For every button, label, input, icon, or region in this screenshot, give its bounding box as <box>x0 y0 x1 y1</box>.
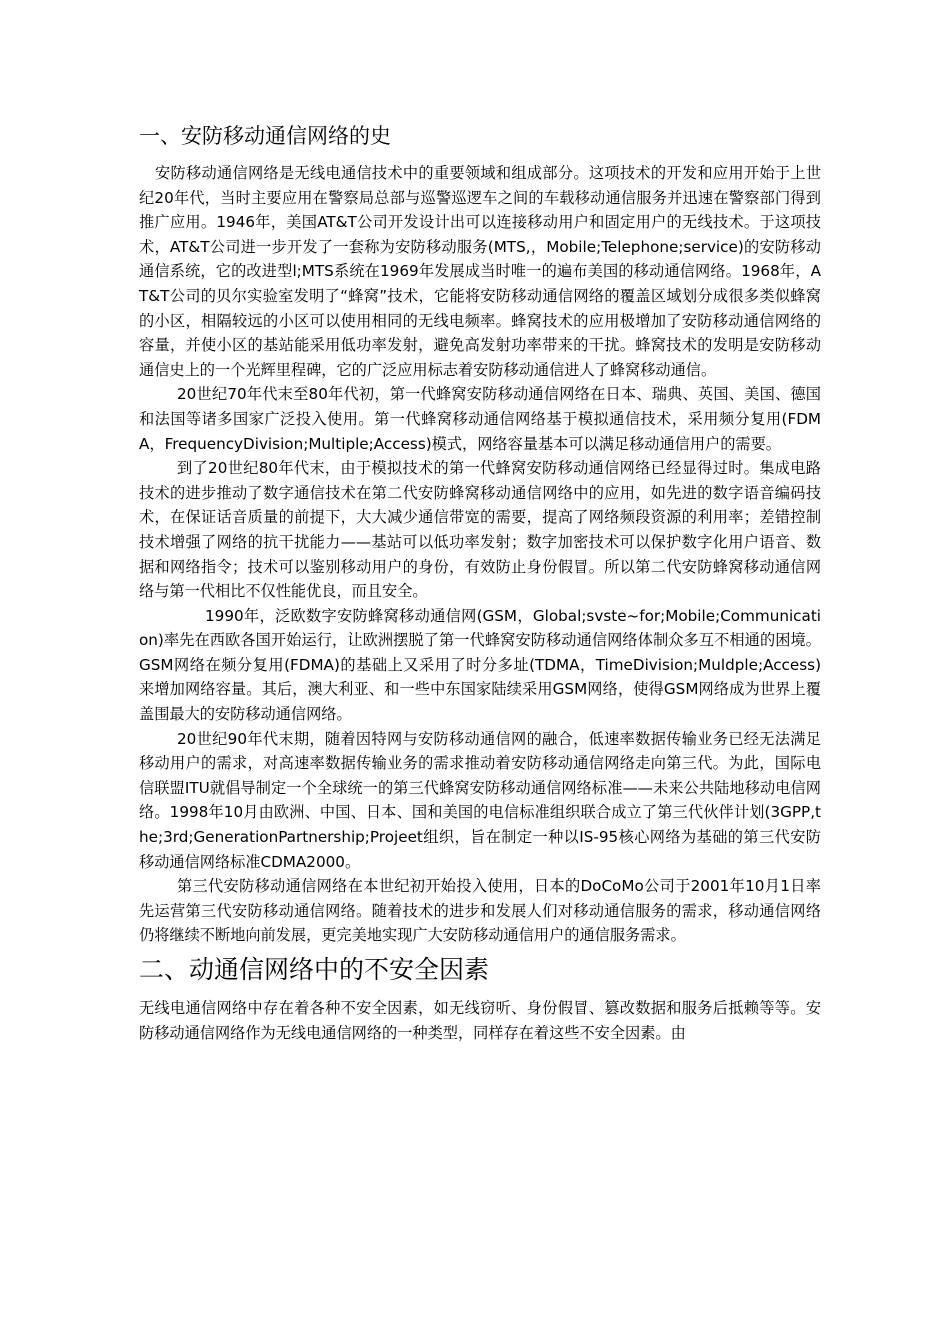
section-2-heading: 二、动通信网络中的不安全因素 <box>139 955 490 984</box>
section-1-paragraph-3: 到了20世纪80年代末，由于模拟技术的第一代蜂窝安防移动通信网络已经显得过时。集成电路技术的进步推动了数字通信技术在第二代安防蜂窝移动通信网络中的应用，如先进的数字语音编码技术，在保证话音质量的前提下，大大减少通信带宽的需要，提高了网络频段资源的利用率；差错控制技术增强了网络的抗干扰能力——基站可以低功率发射；数字加密技术可以保护数字化用户语音、数据和网络指令；技术可以鉴别移动用户的身份，有效防止身份假冒。所以第二代安防蜂窝移动通信网络与第一代相比不仅性能优良，而且安全。 <box>139 459 821 601</box>
section-1-paragraph-5: 20世纪90年代末期，随着因特网与安防移动通信网的融合，低速率数据传输业务已经无法满足移动用户的需求，对高速率数据传输业务的需求推动着安防移动通信网络走向第三代。为此，国际电信联盟ITU就倡导制定一个全球统一的第三代蜂窝安防移动通信网络标准——未来公共陆地移动电信网络。1998年10月由欧洲、中国、日本、国和美国的电信标准组织联合成立了第三代伙伴计划(3GPP,the;3rd;GenerationPartnership;Projeet组织，旨在制定一种以IS-95核心网络为基础的第三代安防移动通信网络标准CDMA2000。 <box>139 729 821 871</box>
document-body <box>139 121 821 1045</box>
section-1-paragraph-6: 第三代安防移动通信网络在本世纪初开始投入使用，日本的DoCoMo公司于2001年10月1日率先运营第三代安防移动通信网络。随着技术的进步和发展人们对移动通信服务的需求，移动通信网络仍将继续不断地向前发展，更完美地实现广大安防移动通信用户的通信服务需求。 <box>139 877 821 945</box>
section-1-paragraph-1: 安防移动通信网络是无线电通信技术中的重要领域和组成部分。这项技术的开发和应用开始于上世纪20年代，当时主要应用在警察局总部与巡警巡逻车之间的车载移动通信服务并迅速在警察部门得到推广应用。1946年，美国AT&T公司开发设计出可以连接移动用户和固定用户的无线技术。于这项技术，AT&T公司进一步开发了一套称为安防移动服务(MTS,，Mobile;Telephone;service)的安防移动通信系统，它的改进型l;MTS系统在1969年发展成当时唯一的遍布美国的移动通信网络。1968年，AT&T公司的贝尔实验室发明了“蜂窝”技术，它能将安防移动通信网络的覆盖区域划分成很多类似蜂窝的小区，相隔较远的小区可以使用相同的无线电频率。蜂窝技术的应用极增加了安防移动通信网络的容量，并使小区的基站能采用低功率发射，避免高发射功率带来的干扰。蜂窝技术的发明是安防移动通信史上的一个光辉里程碑，它的广泛应用标志着安防移动通信进人了蜂窝移动通信。 <box>139 164 821 379</box>
section-1-heading: 一、安防移动通信网络的史 <box>139 124 391 148</box>
section-1-paragraph-2: 20世纪70年代末至80年代初，第一代蜂窝安防移动通信网络在日本、瑞典、英国、美国、德国和法国等诸多国家广泛投入使用。第一代蜂窝移动通信网络基于模拟通信技术，采用频分复用(FDMA，FrequencyDivision;Multiple;Access)模式，网络容量基本可以满足移动通信用户的需要。 <box>139 385 821 453</box>
section-2-paragraph-1: 无线电通信网络中存在着各种不安全因素，如无线窃听、身份假冒、篡改数据和服务后抵赖等等。安防移动通信网络作为无线电通信网络的一种类型，同样存在着这些不安全因素。由 <box>139 999 821 1042</box>
section-1-paragraph-4: 1990年，泛欧数字安防蜂窝移动通信网(GSM，Global;svste~for;Mobile;Communication)率先在西欧各国开始运行，让欧洲摆脱了第一代蜂窝安防移动通信网络体制众多互不相通的困境。GSM网络在频分复用(FDMA)的基础上又采用了时分多址(TDMA，TimeDivision;Muldple;Access)来增加网络容量。其后，澳大利亚、和一些中东国家陆续采用GSM网络，使得GSM网络成为世界上覆盖围最大的安防移动通信网络。 <box>139 606 821 724</box>
